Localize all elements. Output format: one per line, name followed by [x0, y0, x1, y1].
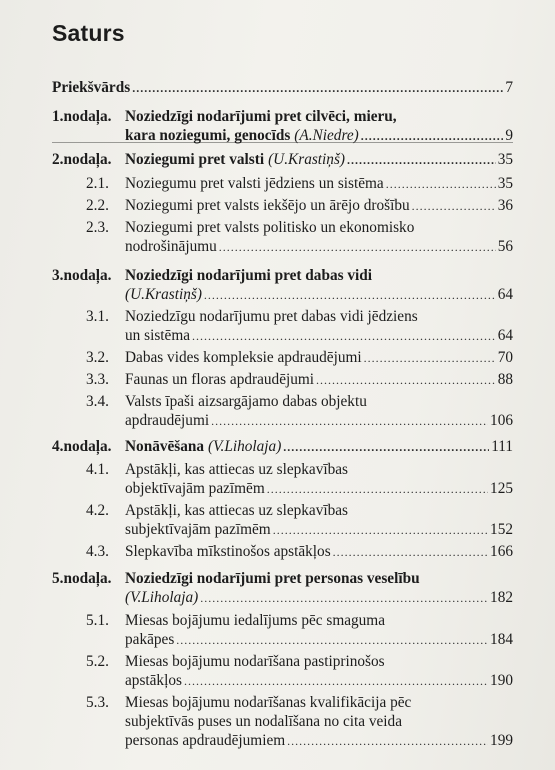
dot-leader: [192, 327, 496, 346]
page-number: 182: [490, 589, 513, 606]
section-title-line: Apstākļi, kas attiecas uz slepkavības: [125, 461, 349, 478]
page-number: 111: [491, 438, 513, 455]
page-number: 70: [497, 349, 513, 366]
chapter-number: 3.nodaļa.: [52, 267, 112, 284]
page-number: 64: [497, 327, 513, 344]
dot-leader: [211, 412, 488, 431]
section-number: 5.3.: [86, 694, 109, 711]
dot-leader: [287, 732, 488, 751]
page-number: 152: [490, 521, 513, 538]
chapter-title-line: Noziedzīgi nodarījumi pret dabas vidi: [125, 267, 373, 284]
page-title: Saturs: [52, 20, 125, 46]
section-number: 5.2.: [86, 653, 109, 670]
toc-entry-section-2-2[interactable]: Noziegumi pret valsts iekšējo un ārējo drošību ..... 36: [125, 196, 513, 216]
page-number: 7: [505, 79, 513, 96]
dot-leader: [204, 286, 496, 305]
dot-leader: [333, 543, 488, 562]
dot-leader: [386, 175, 496, 194]
page-number: 35: [497, 175, 513, 192]
section-number: 3.4.: [86, 393, 109, 410]
toc-entry-foreword[interactable]: [52, 78, 513, 98]
chapter-number: 5.nodaļa.: [52, 570, 112, 587]
section-number: 4.1.: [86, 461, 109, 478]
page-number: 35: [497, 151, 513, 168]
entry-title: Priekšvārds: [52, 79, 131, 96]
section-title-line: Noziegumi pret valsts politisko un ekonomisko: [125, 219, 415, 236]
toc-entry-section-3-1[interactable]: un sistēma ..... 64: [125, 326, 513, 346]
toc-entry-section-3-3[interactable]: Faunas un floras apdraudējumi ..... 88: [125, 370, 513, 390]
page-number: 190: [490, 672, 513, 689]
page-number: 64: [497, 286, 513, 303]
section-number: 3.2.: [86, 349, 109, 366]
toc-entry-chapter-5[interactable]: [125, 588, 513, 608]
author: (U.Krastiņš): [125, 286, 202, 303]
author: (U.Krastiņš): [268, 151, 345, 168]
section-number: 3.1.: [86, 308, 109, 325]
chapter-title-line: Noziedzīgi nodarījumi pret cilvēci, mieru,: [125, 108, 397, 125]
section-title-line: Noziedzīgu nodarījumu pret dabas vidi jēdziens: [125, 308, 418, 325]
page-number: 106: [490, 412, 513, 429]
dot-leader: [132, 79, 503, 98]
dot-leader: [347, 151, 496, 170]
dot-leader: [412, 197, 496, 216]
dot-leader: [361, 127, 504, 146]
chapter-number: 1.nodaļa.: [52, 108, 112, 125]
toc-entry-chapter-1[interactable]: kara noziegumi, genocīds (A.Niedre) ..... 9: [125, 126, 513, 146]
toc-entry-section-2-1[interactable]: Noziegumu pret valsti jēdziens un sistēma ..... 35: [125, 174, 513, 194]
section-title-line: Miesas bojājumu nodarīšanas kvalifikācija pēc: [125, 694, 412, 711]
toc-entry-section-5-1[interactable]: pakāpes ..... 184: [125, 630, 513, 650]
toc-entry-chapter-3[interactable]: [125, 285, 513, 305]
dot-leader: [283, 438, 489, 457]
page-number: 88: [497, 371, 513, 388]
toc-entry-section-2-3[interactable]: nodrošinājumu ..... 56: [125, 237, 513, 257]
page-number: 56: [497, 238, 513, 255]
chapter-title-line: Noziedzīgi nodarījumi pret personas veselību: [125, 570, 420, 587]
toc-entry-section-3-4[interactable]: apdraudējumi ..... 106: [125, 411, 513, 431]
page-number: 184: [490, 631, 513, 648]
section-title-line: subjektīvās puses un nodalīšana no cita veida: [125, 713, 402, 730]
section-number: 5.1.: [86, 612, 109, 629]
page-number: 36: [497, 197, 513, 214]
dot-leader: [184, 672, 488, 691]
dot-leader: [273, 521, 488, 540]
dot-leader: [267, 480, 488, 499]
section-number: 4.3.: [86, 543, 109, 560]
chapter-number: 4.nodaļa.: [52, 438, 112, 455]
toc-entry-chapter-4[interactable]: Nonāvēšana (V.Liholaja) ..... 111: [125, 437, 513, 457]
section-number: 2.3.: [86, 219, 109, 236]
toc-entry-section-5-2[interactable]: apstākļos ..... 190: [125, 671, 513, 691]
dot-leader: [200, 589, 488, 608]
author: (V.Liholaja): [125, 589, 199, 606]
toc-entry-chapter-2[interactable]: Noziegumi pret valsti (U.Krastiņš) ..... 35: [125, 150, 513, 170]
toc-entry-section-4-1[interactable]: objektīvajām pazīmēm ..... 125: [125, 479, 513, 499]
dot-leader: [176, 631, 488, 650]
chapter-number: 2.nodaļa.: [52, 151, 112, 168]
section-title-line: Miesas bojājumu nodarīšana pastiprinošos: [125, 653, 385, 670]
dot-leader: [364, 349, 496, 368]
section-title-line: Apstākļi, kas attiecas uz slepkavības: [125, 502, 349, 519]
section-number: 3.3.: [86, 371, 109, 388]
page-number: 199: [490, 732, 513, 749]
section-number: 2.2.: [86, 197, 109, 214]
author: (A.Niedre): [294, 127, 359, 144]
section-number: 4.2.: [86, 502, 109, 519]
page-number: 166: [490, 543, 513, 560]
section-title-line: Miesas bojājumu iedalījums pēc smaguma: [125, 612, 385, 629]
section-number: 2.1.: [86, 175, 109, 192]
dot-leader: [219, 238, 496, 257]
dot-leader: [316, 371, 496, 390]
page-number: 125: [490, 480, 513, 497]
page-number: 9: [505, 127, 513, 144]
toc-entry-section-3-2[interactable]: Dabas vides kompleksie apdraudējumi ..... 70: [125, 348, 513, 368]
toc-entry-section-4-2[interactable]: subjektīvajām pazīmēm ..... 152: [125, 520, 513, 540]
section-title-line: Valsts īpaši aizsargājamo dabas objektu: [125, 393, 367, 410]
toc-entry-section-5-3[interactable]: personas apdraudējumiem ..... 199: [125, 731, 513, 751]
toc-entry-section-4-3[interactable]: Slepkavība mīkstinošos apstākļos ..... 166: [125, 542, 513, 562]
author: (V.Liholaja): [208, 438, 282, 455]
